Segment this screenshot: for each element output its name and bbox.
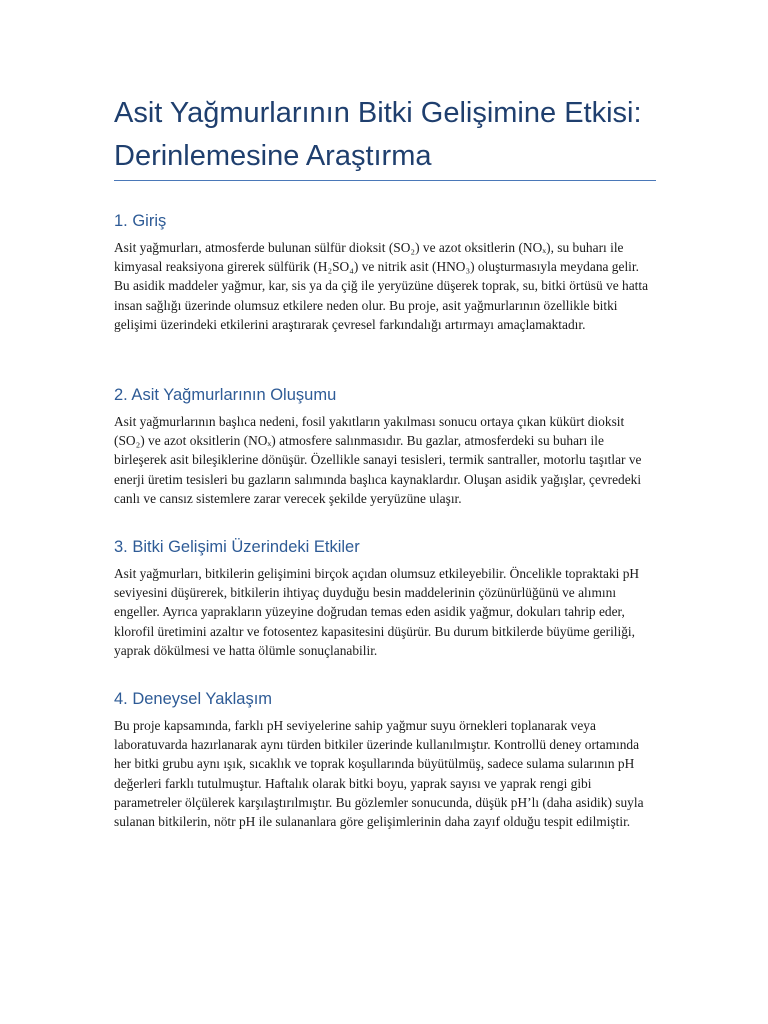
section-heading: 1. Giriş xyxy=(114,212,167,230)
section-body: Bu proje kapsamında, farklı pH seviyelerine sahip yağmur suyu örnekleri toplanarak veya laboratuvarda hazırlanarak aynı türden bitkiler üzerinde kullanılmıştır. Kontrollü deney ortamında her bitki grubu aynı ışık, sıcaklık ve toprak koşullarında büyütülmüş, sadece sulama sularının pH değerleri farklı tutulmuştur. Haftalık olarak bitki boyu, yaprak sayısı ve yaprak rengi gibi parametreler ölçülerek karşılaştırılmıştır. Bu gözlemler sonucunda, düşük pH’lı (daha asidik) suyla sulanan bitkilerin, nötr pH ile sulananlara göre gelişimlerinin daha zayıf olduğu tespit edilmiştir. xyxy=(114,718,644,830)
section-deneysel xyxy=(114,688,656,831)
section-body: Asit yağmurları, bitkilerin gelişimini birçok açıdan olumsuz etkileyebilir. Öncelikle topraktaki pH seviyesini düşürerek, bitkilerin ihtiyaç duyduğu besin maddelerinin çözünürlüğünü ve alımını engeller. Ayrıca yaprakların yüzeyine doğrudan temas eden asidik yağmur, dokuları tahrip eder, klorofil üretimini azaltır ve fotosentez kapasitesini düşürür. Bu durum bitkilerde büyüme geriliği, yaprak dökülmesi ve hatta ölümle sonuçlanabilir. xyxy=(114,566,640,658)
section-body: Asit yağmurları, atmosferde bulunan sülfür dioksit (SO₂) ve azot oksitlerin (NOₓ), su buharı ile kimyasal reaksiyona girerek sülfürik (H₂SO₄) ve nitrik asit (HNO₃) oluşturmasıyla meydana gelir. Bu asidik maddeler yağmur, kar, sis ya da çiğ ile yeryüzüne düşerek toprak, su, bitki örtüsü ve hatta insan sağlığı üzerinde olumsuz etkilere neden olur. Bu proje, asit yağmurlarının özellikle bitki gelişimi üzerindeki etkilerini araştırarak çevresel farkındalığı artırmayı amaçlamaktadır. xyxy=(114,240,649,332)
section-etkiler xyxy=(114,536,656,660)
section-heading: 3. Bitki Gelişimi Üzerindeki Etkiler xyxy=(114,538,360,556)
document-title: Asit Yağmurlarının Bitki Gelişimine Etkisi: Derinlemesine Araştırma xyxy=(114,97,642,172)
title-divider xyxy=(114,180,656,181)
section-heading: 2. Asit Yağmurlarının Oluşumu xyxy=(114,386,337,404)
section-body: Asit yağmurlarının başlıca nedeni, fosil yakıtların yakılması sonucu ortaya çıkan kükürt dioksit (SO₂) ve azot oksitlerin (NOₓ) atmosfere salınmasıdır. Bu gazlar, atmosferdeki su buharı ile birleşerek asit bileşiklerine dönüşür. Özellikle sanayi tesisleri, termik santraller, motorlu taşıtlar ve enerji üretim tesisleri bu gazların salımında başlıca kaynaklardır. Oluşan asidik yağışlar, çevredeki canlı ve cansız sistemlere zarar verecek şekilde yeryüzüne ulaşır. xyxy=(114,414,642,506)
section-heading: 4. Deneysel Yaklaşım xyxy=(114,690,273,708)
section-giris xyxy=(114,210,656,334)
section-olusum xyxy=(114,384,656,508)
